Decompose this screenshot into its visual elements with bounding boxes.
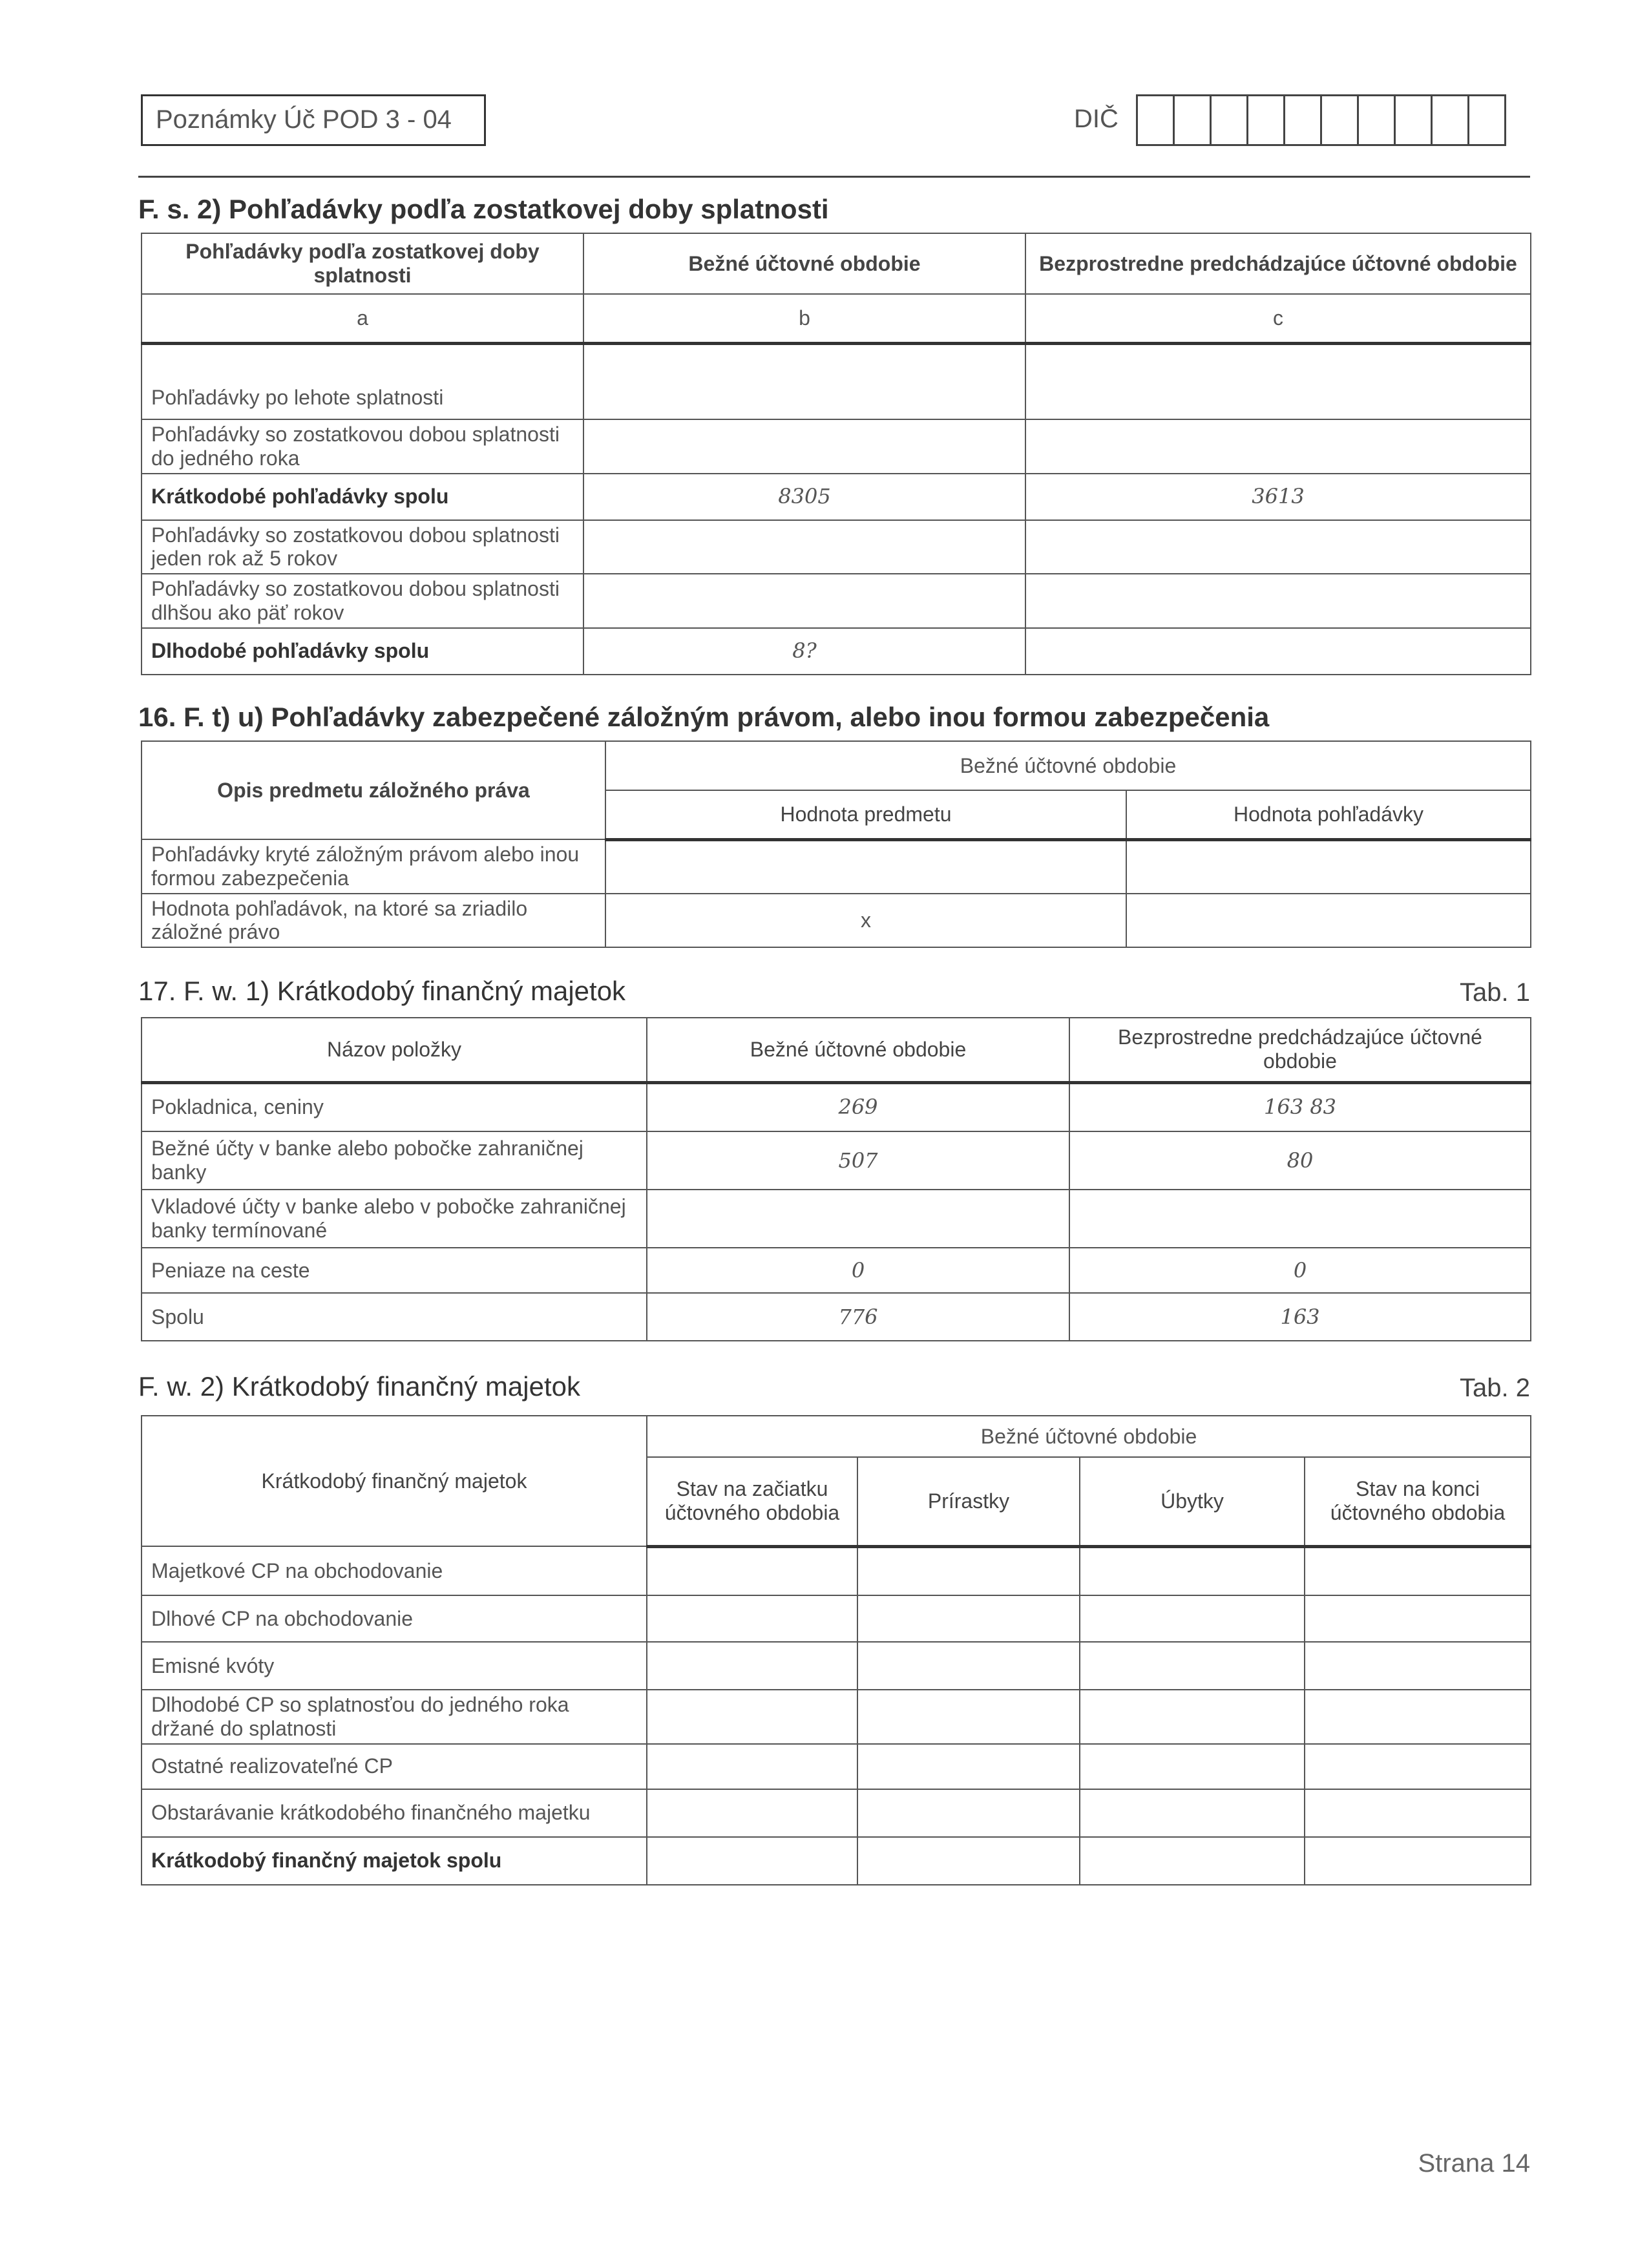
cell-start[interactable] <box>647 1789 857 1837</box>
section-fs2-title: F. s. 2) Pohľadávky podľa zostatkovej doby splatnosti <box>138 194 829 224</box>
table-row <box>142 1190 1531 1248</box>
row-label: Pohľadávky po lehote splatnosti <box>142 343 583 419</box>
table-fs2 <box>141 233 1531 675</box>
cell-current[interactable] <box>583 343 1025 419</box>
section-16-title: 16. F. t) u) Pohľadávky zabezpečené záložným právom, alebo inou formou zabezpečenia <box>138 702 1270 732</box>
row-label: Dlhodobé CP so splatnosťou do jedného roka držané do splatnosti <box>142 1690 647 1744</box>
cell-end[interactable] <box>1305 1744 1531 1789</box>
dic-digit-box[interactable] <box>1394 94 1433 146</box>
cell-current[interactable]: 776 <box>647 1293 1069 1341</box>
cell-increase[interactable] <box>857 1546 1080 1595</box>
table-row <box>142 1595 1531 1642</box>
cell-previous[interactable] <box>1025 574 1531 628</box>
cell-increase[interactable] <box>857 1744 1080 1789</box>
col-header: Stav na konci účtovného obdobia <box>1305 1457 1531 1546</box>
col-header: Pohľadávky podľa zostatkovej doby splatnosti <box>142 233 583 294</box>
section-17-title: 17. F. w. 1) Krátkodobý finančný majetok <box>138 976 626 1006</box>
dic-digit-box[interactable] <box>1210 94 1248 146</box>
cell-increase[interactable] <box>857 1690 1080 1744</box>
col-header: Bežné účtovné obdobie <box>647 1018 1069 1082</box>
cell-end[interactable] <box>1305 1789 1531 1837</box>
col-letter: c <box>1025 294 1531 343</box>
cell-start[interactable] <box>647 1837 857 1885</box>
cell-start[interactable] <box>647 1690 857 1744</box>
table-row <box>142 1744 1531 1789</box>
cell-current[interactable]: 8305 <box>583 474 1025 520</box>
row-label: Spolu <box>142 1293 647 1341</box>
cell-increase[interactable] <box>857 1595 1080 1642</box>
row-label: Majetkové CP na obchodovanie <box>142 1546 647 1595</box>
dic-digit-box[interactable] <box>1431 94 1469 146</box>
cell-end[interactable] <box>1305 1690 1531 1744</box>
dic-digit-box[interactable] <box>1320 94 1359 146</box>
cell-current[interactable] <box>647 1190 1069 1248</box>
cell-end[interactable] <box>1305 1546 1531 1595</box>
page-number: Strana 14 <box>1418 2149 1530 2178</box>
cell-previous[interactable] <box>1025 343 1531 419</box>
cell-previous[interactable]: 163 <box>1069 1293 1531 1341</box>
cell-decrease[interactable] <box>1080 1690 1305 1744</box>
form-code: Poznámky Úč POD 3 - 04 <box>156 105 452 134</box>
row-label: Pohľadávky so zostatkovou dobou splatnosti dlhšou ako päť rokov <box>142 574 583 628</box>
cell-subject[interactable] <box>605 839 1126 894</box>
dic-digit-box[interactable] <box>1173 94 1212 146</box>
row-label: Vkladové účty v banke alebo v pobočke zahraničnej banky termínované <box>142 1190 647 1248</box>
table-row <box>142 343 1531 419</box>
cell-previous[interactable] <box>1025 419 1531 474</box>
cell-previous[interactable]: 163 83 <box>1069 1082 1531 1131</box>
table-row <box>142 419 1531 474</box>
dic-digit-box[interactable] <box>1467 94 1506 146</box>
col-letter: a <box>142 294 583 343</box>
row-label: Krátkodobý finančný majetok spolu <box>142 1837 647 1885</box>
row-label: Krátkodobé pohľadávky spolu <box>142 474 583 520</box>
dic-label: DIČ <box>1074 105 1119 133</box>
table-row <box>142 628 1531 675</box>
table-row <box>142 1082 1531 1131</box>
cell-end[interactable] <box>1305 1642 1531 1690</box>
cell-decrease[interactable] <box>1080 1744 1305 1789</box>
row-label: Bežné účty v banke alebo pobočke zahraničnej banky <box>142 1131 647 1190</box>
row-label: Pohľadávky kryté záložným právom alebo inou formou zabezpečenia <box>142 839 605 894</box>
col-header: Bezprostredne predchádzajúce účtovné obdobie <box>1025 233 1531 294</box>
table-row <box>142 894 1531 948</box>
row-label: Dlhodobé pohľadávky spolu <box>142 628 583 675</box>
cell-decrease[interactable] <box>1080 1546 1305 1595</box>
cell-increase[interactable] <box>857 1789 1080 1837</box>
cell-previous[interactable]: 80 <box>1069 1131 1531 1190</box>
col-header: Názov položky <box>142 1018 647 1082</box>
row-label: Obstarávanie krátkodobého finančného majetku <box>142 1789 647 1837</box>
cell-previous[interactable]: 3613 <box>1025 474 1531 520</box>
cell-start[interactable] <box>647 1546 857 1595</box>
col-header: Bežné účtovné obdobie <box>583 233 1025 294</box>
col-letter: b <box>583 294 1025 343</box>
col-header: Prírastky <box>857 1457 1080 1546</box>
table-row <box>142 474 1531 520</box>
table-row <box>142 1642 1531 1690</box>
cell-decrease[interactable] <box>1080 1789 1305 1837</box>
cell-current[interactable] <box>583 520 1025 574</box>
cell-start[interactable] <box>647 1595 857 1642</box>
col-header: Bezprostredne predchádzajúce účtovné obdobie <box>1069 1018 1531 1082</box>
cell-end[interactable] <box>1305 1595 1531 1642</box>
table-row <box>142 574 1531 628</box>
cell-receivable[interactable] <box>1126 894 1531 948</box>
table-row <box>142 1837 1531 1885</box>
row-label: Ostatné realizovateľné CP <box>142 1744 647 1789</box>
cell-current[interactable]: 507 <box>647 1131 1069 1190</box>
table-row <box>142 1690 1531 1744</box>
dic-digit-box[interactable] <box>1246 94 1285 146</box>
col-header: Stav na začiatku účtovného obdobia <box>647 1457 857 1546</box>
dic-digit-box[interactable] <box>1136 94 1175 146</box>
row-label: Pohľadávky so zostatkovou dobou splatnosti do jedného roka <box>142 419 583 474</box>
col-header: Úbytky <box>1080 1457 1305 1546</box>
header-divider <box>138 176 1530 178</box>
cell-start[interactable] <box>647 1642 857 1690</box>
cell-current[interactable] <box>583 419 1025 474</box>
cell-subject[interactable]: x <box>605 894 1126 948</box>
col-header-period: Bežné účtovné obdobie <box>647 1416 1531 1457</box>
tab-label: Tab. 1 <box>1460 978 1530 1007</box>
row-label: Emisné kvóty <box>142 1642 647 1690</box>
table-row <box>142 1293 1531 1341</box>
col-header: Hodnota predmetu <box>605 790 1126 839</box>
row-label: Pokladnica, ceniny <box>142 1082 647 1131</box>
table-row <box>142 1248 1531 1293</box>
row-label: Peniaze na ceste <box>142 1248 647 1293</box>
table-17 <box>141 1017 1531 1341</box>
cell-previous[interactable]: 0 <box>1069 1248 1531 1293</box>
table-row <box>142 1131 1531 1190</box>
cell-increase[interactable] <box>857 1642 1080 1690</box>
cell-previous[interactable] <box>1069 1190 1531 1248</box>
cell-end[interactable] <box>1305 1837 1531 1885</box>
table-row <box>142 520 1531 574</box>
col-header: Hodnota pohľadávky <box>1126 790 1531 839</box>
row-label: Pohľadávky so zostatkovou dobou splatnosti jeden rok až 5 rokov <box>142 520 583 574</box>
form-code-box <box>141 94 486 146</box>
col-header: Opis predmetu záložného práva <box>142 741 605 839</box>
dic-digit-box[interactable] <box>1357 94 1396 146</box>
table-row <box>142 839 1531 894</box>
cell-decrease[interactable] <box>1080 1642 1305 1690</box>
cell-decrease[interactable] <box>1080 1595 1305 1642</box>
cell-current[interactable]: 269 <box>647 1082 1069 1131</box>
dic-digit-box[interactable] <box>1283 94 1322 146</box>
cell-previous[interactable] <box>1025 520 1531 574</box>
table-row <box>142 1789 1531 1837</box>
cell-current[interactable]: 0 <box>647 1248 1069 1293</box>
col-header: Krátkodobý finančný majetok <box>142 1416 647 1546</box>
tab-label: Tab. 2 <box>1460 1374 1530 1402</box>
cell-start[interactable] <box>647 1744 857 1789</box>
col-header-period: Bežné účtovné obdobie <box>605 741 1531 790</box>
table-16 <box>141 740 1531 948</box>
section-fw2-title: F. w. 2) Krátkodobý finančný majetok <box>138 1371 580 1402</box>
table-fw2 <box>141 1415 1531 1885</box>
cell-receivable[interactable] <box>1126 839 1531 894</box>
row-label: Dlhové CP na obchodovanie <box>142 1595 647 1642</box>
cell-decrease[interactable] <box>1080 1837 1305 1885</box>
cell-current[interactable] <box>583 574 1025 628</box>
row-label: Hodnota pohľadávok, na ktoré sa zriadilo záložné právo <box>142 894 605 948</box>
cell-previous[interactable] <box>1025 628 1531 675</box>
cell-current[interactable]: 8? <box>583 628 1025 675</box>
table-row <box>142 1546 1531 1595</box>
cell-increase[interactable] <box>857 1837 1080 1885</box>
